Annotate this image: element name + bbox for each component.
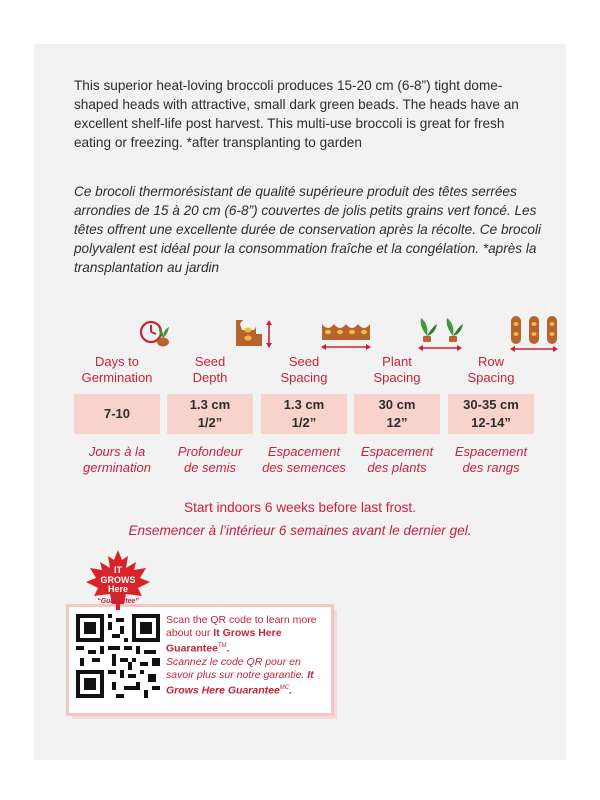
value-line-imperial: 12-14” <box>471 415 511 430</box>
guarantee-tagline: “Guarantee” <box>97 598 139 605</box>
qr-text-en: Scan the QR code to learn more about our <box>166 614 317 639</box>
label-line: Profondeur <box>177 444 243 459</box>
plant-spacing-value <box>354 394 440 434</box>
badge-line: IT <box>114 565 122 575</box>
germination-label-fr <box>74 444 160 476</box>
label-line: Espacement <box>267 444 341 459</box>
label-line: Depth <box>192 370 228 385</box>
start-indoors-text: Start indoors 6 weeks before last frost. <box>184 500 416 515</box>
value-line-imperial: 12” <box>386 415 408 430</box>
guarantee-name-fr: It Grows Here Guarantee <box>166 668 314 696</box>
qr-code-icon[interactable] <box>76 614 160 698</box>
seed-spacing-label <box>261 354 347 386</box>
value-line-metric: 30-35 cm <box>463 397 519 412</box>
germination-label <box>74 354 160 386</box>
start-indoors-text-fr: Ensemencer à l’intérieur 6 semaines avant le dernier gel. <box>128 523 472 538</box>
seed-spacing-label-fr <box>261 444 347 476</box>
label-line: Germination <box>81 370 153 385</box>
row-spacing-label <box>448 354 534 386</box>
qr-instructions-fr: Scannez le code QR pour en savoir plus sur notre garantie. It Grows Here Guarantee$^{MC}$. <box>166 655 314 696</box>
badge-line: GROWS <box>100 574 136 585</box>
plant-spacing-icon <box>397 312 483 354</box>
plant-spacing-label <box>354 354 440 386</box>
description-english: This superior heat-loving broccoli produces 15-20 cm (6-8”) tight dome-shaped heads with attractive, small dark green beads. The heads have an excellent shelf-life post harvest. This multi-use broccoli is great for fresh eating or freezing. *after transplanting to garden <box>74 78 519 150</box>
value-line: 7-10 <box>103 406 131 421</box>
value-line-imperial: 1/2” <box>197 415 223 430</box>
value-line-imperial: 1/2” <box>291 415 317 430</box>
value-band <box>74 394 534 434</box>
label-line: Plant <box>382 354 412 369</box>
seed-depth-icon <box>210 312 296 354</box>
label-line: Jours à la <box>88 444 146 459</box>
row-spacing-label-fr <box>448 444 534 476</box>
label-line: de semis <box>183 460 237 475</box>
label-line: Row <box>477 354 504 369</box>
seed-spacing-icon <box>304 312 390 354</box>
label-line: Days to <box>94 354 140 369</box>
qr-text-fr: Scannez le code QR pour en savoir plus sur notre garantie. <box>166 655 308 681</box>
label-line: Seed <box>288 354 320 369</box>
label-line: Espacement <box>454 444 528 459</box>
it-grows-here-badge <box>74 566 162 595</box>
label-line: des plants <box>367 460 427 475</box>
days-to-germination-value <box>74 394 160 434</box>
value-line-metric: 1.3 cm <box>283 397 325 412</box>
guarantee-name: It Grows Here Guarantee <box>166 627 282 655</box>
label-line: Espacement <box>360 444 434 459</box>
badge-line: Here <box>107 584 128 594</box>
value-line-metric: 1.3 cm <box>189 397 231 412</box>
trademark-mark-fr: MC <box>279 684 290 691</box>
qr-instructions: Scan the QR code to learn more about our It Grows Here Guarantee™. Scannez le code QR pour en savoir plus sur notre garantie. It Grows Here Guarantee$^{MC}$. <box>166 614 317 696</box>
label-line: germination <box>83 460 151 475</box>
seed-depth-label <box>167 354 253 386</box>
value-line-metric: 30 cm <box>378 397 416 412</box>
label-line: des semences <box>262 460 346 475</box>
trademark-mark: TM <box>217 643 227 649</box>
clock-sprout-icon <box>117 312 203 354</box>
description-french: Ce brocoli thermorésistant de qualité supérieure produit des têtes serrées arrondies de 15 à 20 cm (6-8”) couvertes de jolis petits grains vert foncé. Les têtes offrent une excellente durée de conservation après la récolte. Ce brocoli polyvalent est idéal pour la consommation fraîche et la congélation. *après la transplantation au jardin <box>74 184 541 275</box>
label-line: Seed <box>194 354 226 369</box>
row-spacing-icon <box>491 312 577 354</box>
seed-depth-value <box>167 394 253 434</box>
seed-spacing-value <box>261 394 347 434</box>
plant-spacing-label-fr <box>354 444 440 476</box>
label-line: des rangs <box>462 460 520 475</box>
row-spacing-value <box>448 394 534 434</box>
seed-depth-label-fr <box>167 444 253 476</box>
label-line: Spacing <box>373 370 421 385</box>
label-line: Spacing <box>467 370 515 385</box>
label-line: Spacing <box>280 370 328 385</box>
